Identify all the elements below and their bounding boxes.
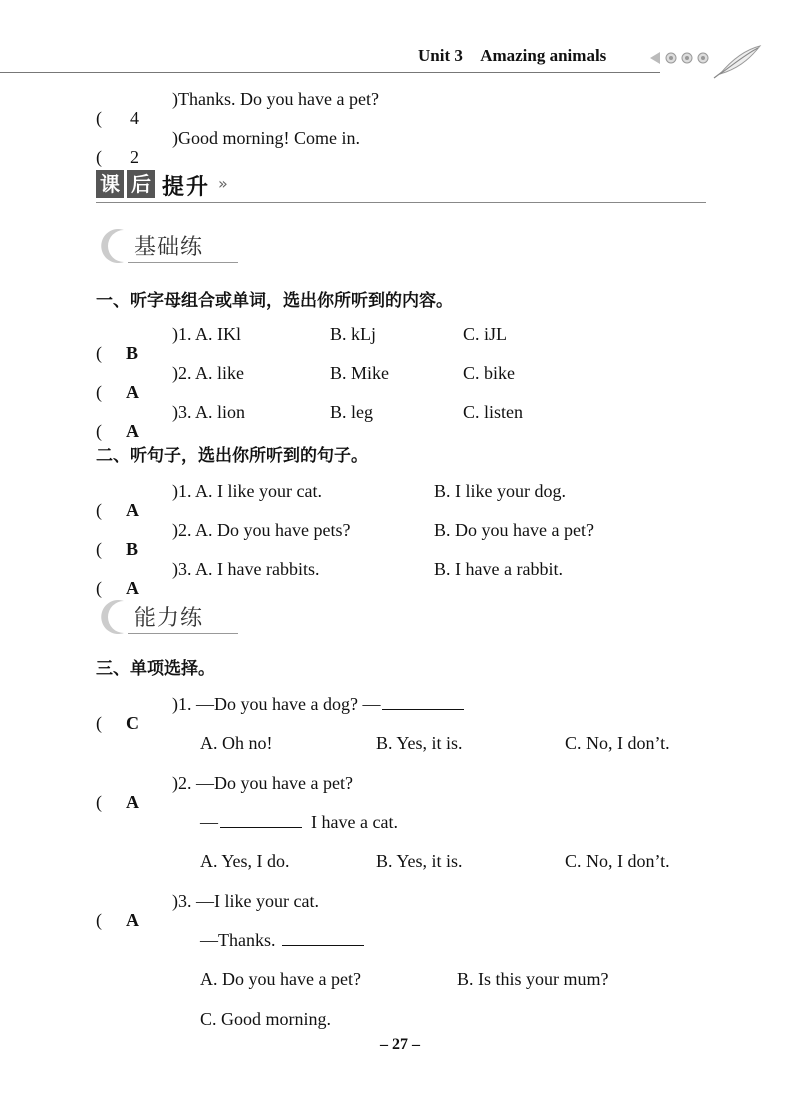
- unit-label: Unit 3: [418, 46, 463, 65]
- feather-decoration-icon: [648, 44, 763, 85]
- banner-rule: [96, 202, 706, 203]
- question-row: ( A )3. —I like your cat.: [96, 888, 168, 914]
- banner-char-box: 后: [127, 170, 155, 198]
- answer-text: A: [126, 500, 139, 520]
- option-c: C. listen: [463, 402, 524, 422]
- answer-text: A: [126, 792, 139, 812]
- question-text: )Good morning! Come in.: [172, 128, 360, 148]
- option-a: )2. A. like: [172, 363, 244, 383]
- answer-text: A: [126, 382, 139, 402]
- list-item: ( 2 )Good morning! Come in.: [96, 125, 168, 151]
- subsection-rule: [128, 633, 238, 634]
- option-b: B. Yes, it is.: [376, 851, 463, 871]
- question-row: ( C )1. —Do you have a dog? —: [96, 691, 168, 717]
- answer-text: A: [126, 421, 139, 441]
- dash-text: —: [200, 812, 218, 832]
- question-text: I have a cat.: [311, 812, 398, 832]
- subsection-rule: [128, 262, 238, 263]
- double-chevron-icon: »: [218, 174, 228, 193]
- question-text: —Thanks.: [200, 930, 276, 950]
- option-a: )3. A. I have rabbits.: [172, 559, 320, 579]
- question-text: )3. —I like your cat.: [172, 891, 319, 911]
- question-row: ( A )1. A. I like your cat. B. I like your dog.: [96, 478, 168, 504]
- page-number: – 27 –: [380, 1036, 420, 1053]
- subsection-banner: [98, 597, 258, 637]
- option-c: C. Good morning.: [200, 1009, 332, 1029]
- section-banner: [96, 168, 706, 208]
- answer-text: 4: [130, 108, 139, 128]
- question-text: )1. —Do you have a dog? —: [172, 694, 381, 714]
- option-b: B. Yes, it is.: [376, 733, 463, 753]
- question-row: ( A )3. A. I have rabbits. B. I have a rabbit.: [96, 556, 168, 582]
- subsection-banner: [98, 226, 258, 266]
- option-a: A. Oh no!: [200, 733, 273, 753]
- question-row: ( A )2. A. like B. Mike C. bike: [96, 360, 168, 386]
- answer-blank[interactable]: [282, 929, 364, 946]
- answer-text: C: [126, 713, 139, 733]
- option-c: C. No, I don’t.: [565, 733, 670, 753]
- question-row: ( B )2. A. Do you have pets? B. Do you have a pet?: [96, 517, 168, 543]
- list-item: ( 4 )Thanks. Do you have a pet?: [96, 86, 168, 112]
- question-text: )Thanks. Do you have a pet?: [172, 89, 379, 109]
- option-a: )2. A. Do you have pets?: [172, 520, 351, 540]
- option-a: )1. A. IKl: [172, 324, 241, 344]
- running-header: [418, 46, 606, 66]
- answer-text: A: [126, 578, 139, 598]
- option-b: B. leg: [330, 402, 373, 422]
- option-b: B. kLj: [330, 324, 377, 344]
- option-c: C. bike: [463, 363, 515, 383]
- question-row: ( B )1. A. IKl B. kLj C. iJL: [96, 321, 168, 347]
- option-a: A. Yes, I do.: [200, 851, 290, 871]
- answer-text: B: [126, 343, 139, 363]
- instruction: 一、听字母组合或单词，选出你所听到的内容。: [96, 291, 453, 311]
- answer-text: B: [126, 539, 139, 559]
- option-c: C. iJL: [463, 324, 508, 344]
- answer-blank[interactable]: [220, 811, 302, 828]
- unit-title: Amazing animals: [480, 46, 607, 65]
- option-a: )3. A. lion: [172, 402, 246, 422]
- option-b: B. Do you have a pet?: [434, 520, 594, 540]
- instruction: 三、单项选择。: [96, 659, 215, 679]
- question-text: )2. —Do you have a pet?: [172, 773, 353, 793]
- crescent-icon: [98, 226, 132, 266]
- subsection-title: 基础练: [134, 235, 204, 260]
- answer-text: 2: [130, 147, 139, 167]
- question-row: ( A )3. A. lion B. leg C. listen: [96, 399, 168, 425]
- subsection-title: 能力练: [134, 606, 204, 631]
- option-b: B. Is this your mum?: [457, 969, 609, 989]
- instruction: 二、听句子，选出你所听到的句子。: [96, 446, 368, 466]
- option-b: B. I like your dog.: [434, 481, 566, 501]
- header-rule: [0, 72, 660, 73]
- banner-char-box: 课: [96, 170, 124, 198]
- option-b: B. Mike: [330, 363, 390, 383]
- option-a: )1. A. I like your cat.: [172, 481, 322, 501]
- banner-title: 提升: [162, 175, 211, 200]
- question-row: ( A )2. —Do you have a pet?: [96, 770, 168, 796]
- answer-text: A: [126, 910, 139, 930]
- option-c: C. No, I don’t.: [565, 851, 670, 871]
- option-a: A. Do you have a pet?: [200, 969, 361, 989]
- crescent-icon: [98, 597, 132, 637]
- option-b: B. I have a rabbit.: [434, 559, 563, 579]
- answer-blank[interactable]: [382, 693, 464, 710]
